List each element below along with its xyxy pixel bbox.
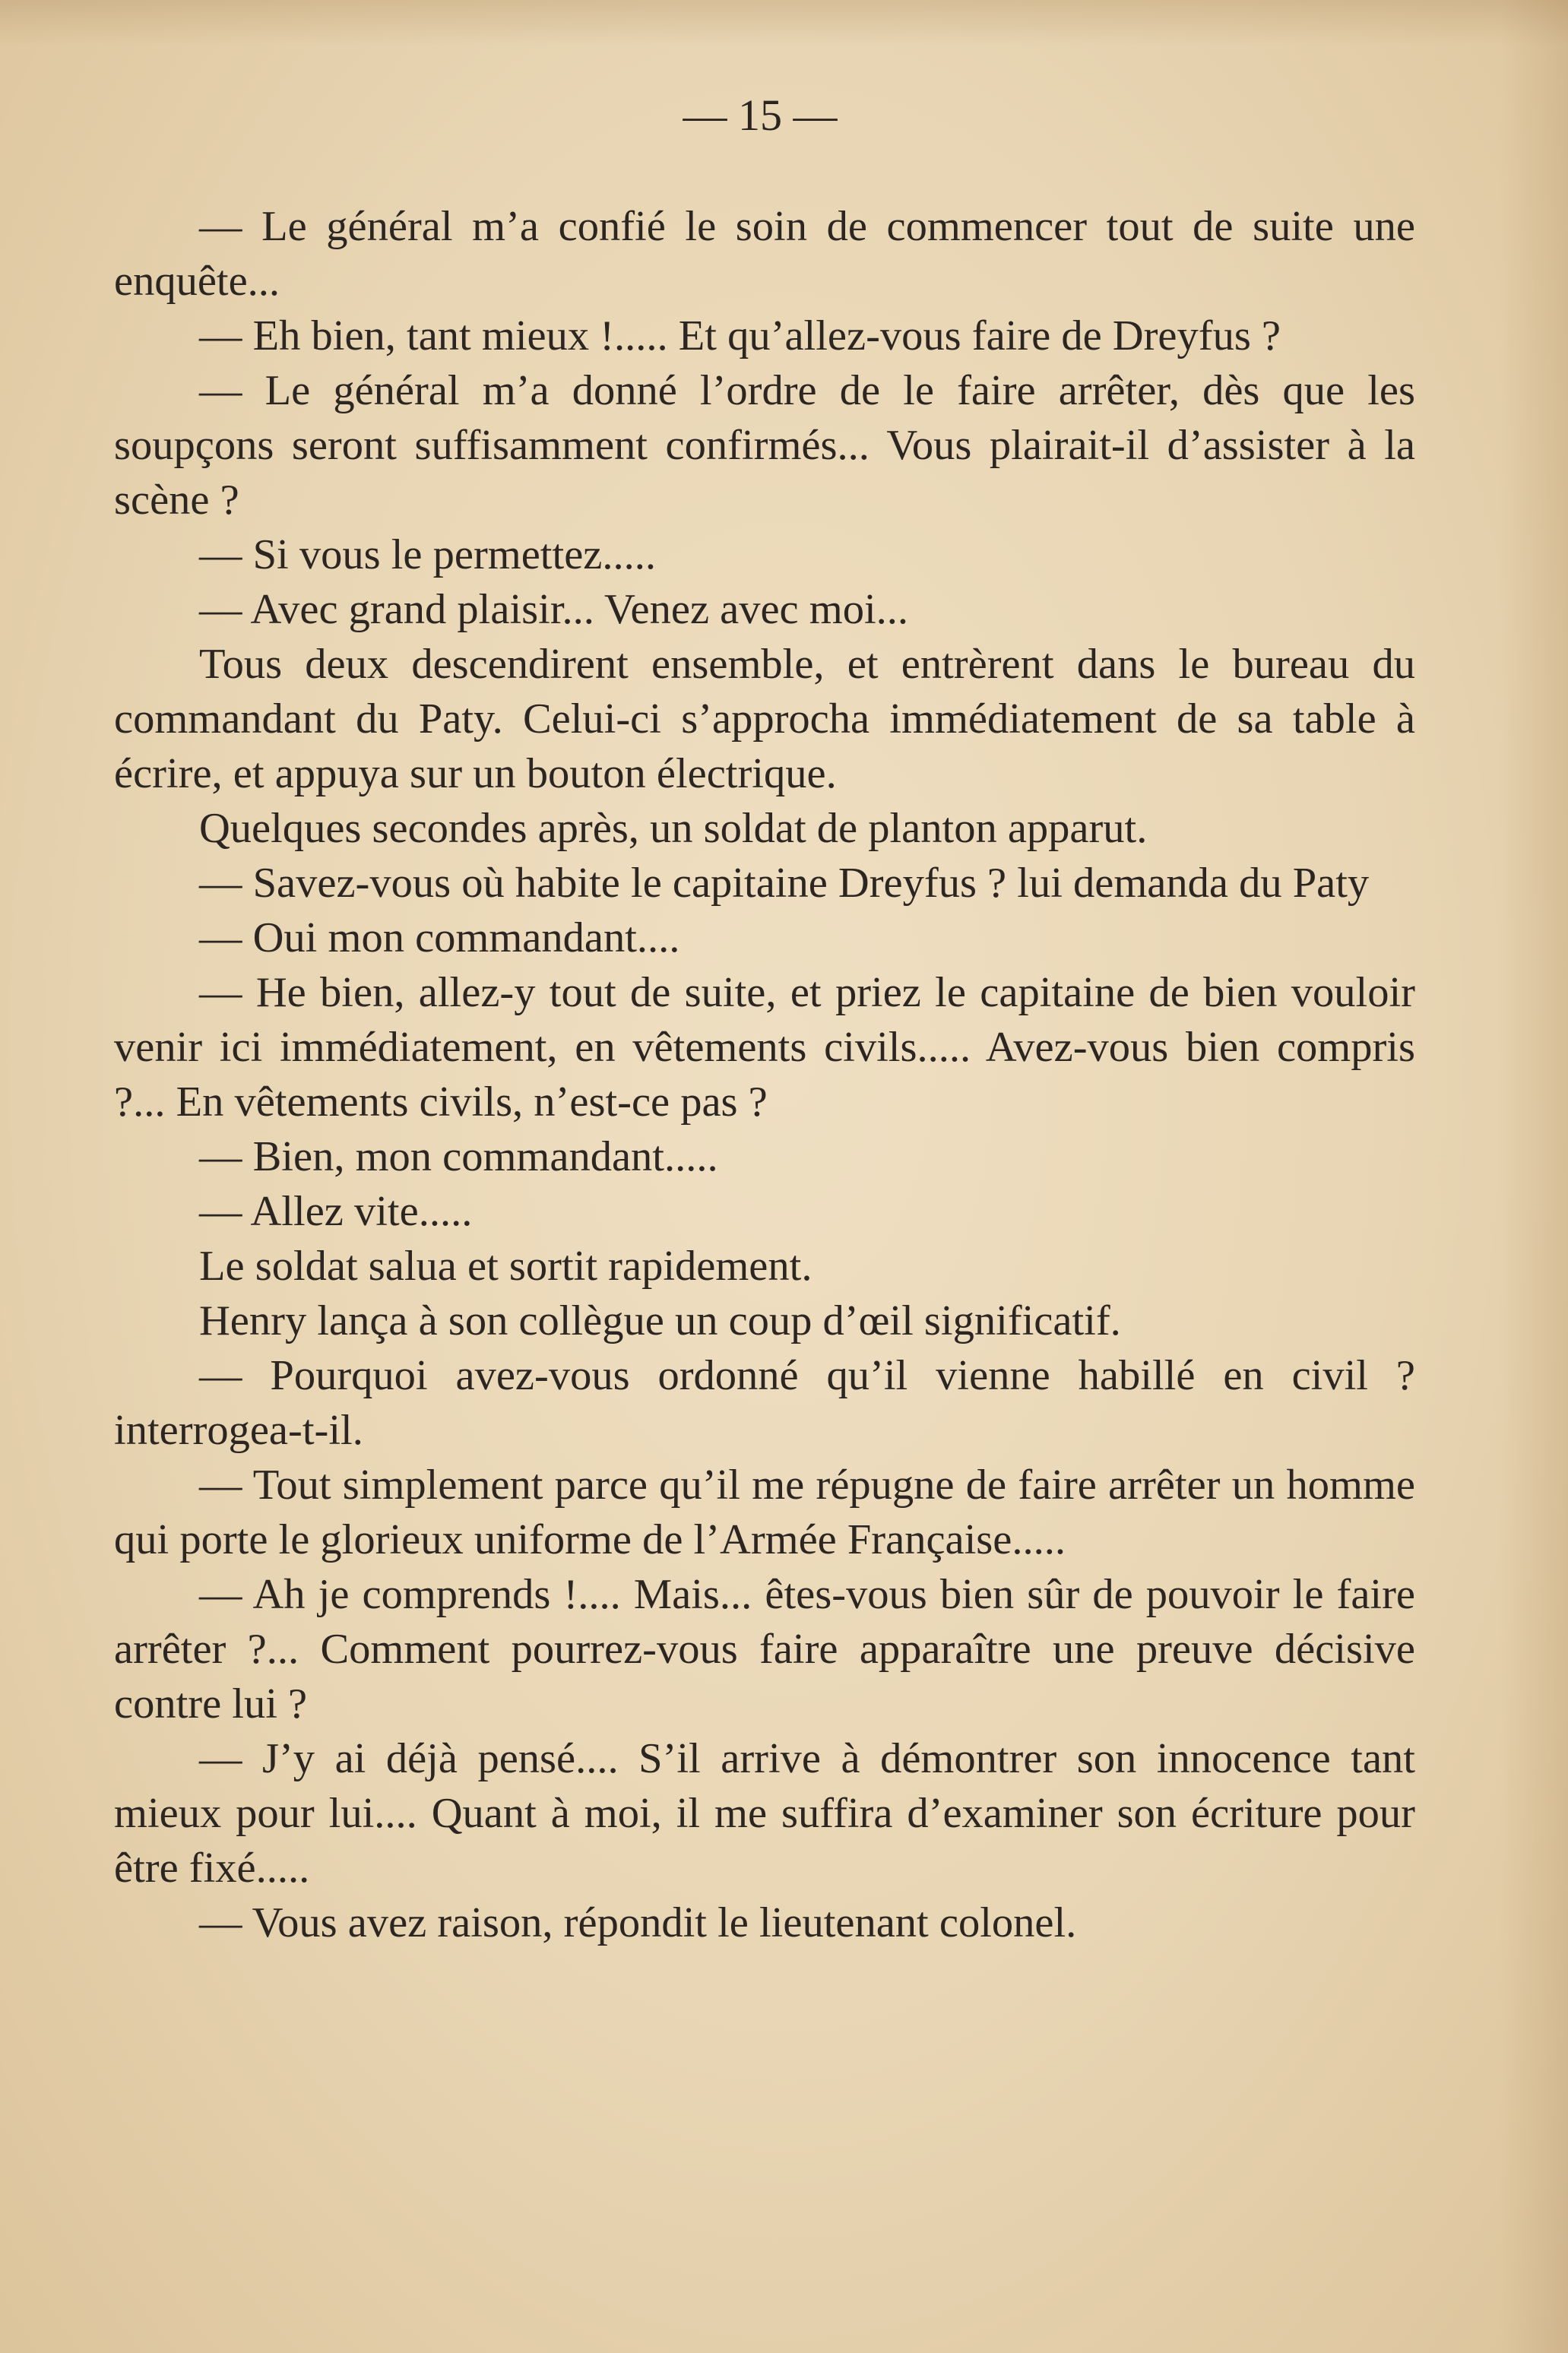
paragraph: — Ah je comprends !.... Mais... êtes-vous bien sûr de pouvoir le faire arrêter ?... Comment pourrez-vous faire apparaître une preuve décisive contre lui ? bbox=[114, 1571, 1415, 1728]
paragraph: — J’y ai déjà pensé.... S’il arrive à démontrer son innocence tant mieux pour lui.... Quant à moi, il me suffira d’examiner son écriture pour être fixé..... bbox=[114, 1735, 1415, 1892]
paragraph: — Savez-vous où habite le capitaine Dreyfus ? lui demanda du Paty bbox=[199, 860, 1370, 907]
paragraph: — Oui mon commandant.... bbox=[199, 914, 680, 961]
body-text bbox=[114, 199, 1415, 1950]
page-edge-shadow bbox=[1500, 0, 1568, 2353]
paragraph: — Tout simplement parce qu’il me répugne de faire arrêter un homme qui porte le glorieux uniforme de l’Armée Française..... bbox=[114, 1462, 1415, 1563]
paragraph: — Le général m’a confié le soin de commencer tout de suite une enquête... bbox=[114, 203, 1415, 305]
paragraph: — Le général m’a donné l’ordre de le faire arrêter, dès que les soupçons seront suffisamment confirmés... Vous plairait-il d’assister à la scène ? bbox=[114, 367, 1415, 524]
paragraph: Quelques secondes après, un soldat de planton apparut. bbox=[199, 805, 1148, 852]
paragraph: — Allez vite..... bbox=[199, 1188, 473, 1235]
paragraph: — Avec grand plaisir... Venez avec moi... bbox=[199, 586, 909, 633]
page-number: — 15 — bbox=[683, 90, 838, 140]
paragraph: — He bien, allez-y tout de suite, et priez le capitaine de bien vouloir venir ici immédiatement, en vêtements civils..... Avez-vous bien compris ?... En vêtements civils, n’est-ce pas ? bbox=[114, 969, 1415, 1126]
paragraph: — Si vous le permettez..... bbox=[199, 531, 656, 578]
paragraph: — Pourquoi avez-vous ordonné qu’il vienne habillé en civil ? interrogea-t-il. bbox=[114, 1352, 1415, 1454]
paragraph: — Bien, mon commandant..... bbox=[199, 1133, 718, 1180]
paragraph: — Eh bien, tant mieux !..... Et qu’allez-vous faire de Dreyfus ? bbox=[199, 312, 1281, 359]
paragraph: Le soldat salua et sortit rapidement. bbox=[199, 1243, 813, 1290]
paragraph: Henry lança à son collègue un coup d’œil significatif. bbox=[199, 1297, 1121, 1344]
page-top-shadow bbox=[0, 0, 1568, 46]
paragraph: — Vous avez raison, répondit le lieutenant colonel. bbox=[199, 1899, 1077, 1946]
paragraph: Tous deux descendirent ensemble, et entrèrent dans le bureau du commandant du Paty. Celui-ci s’approcha immédiatement de sa table à écrire, et appuya sur un bouton électrique. bbox=[114, 641, 1415, 797]
